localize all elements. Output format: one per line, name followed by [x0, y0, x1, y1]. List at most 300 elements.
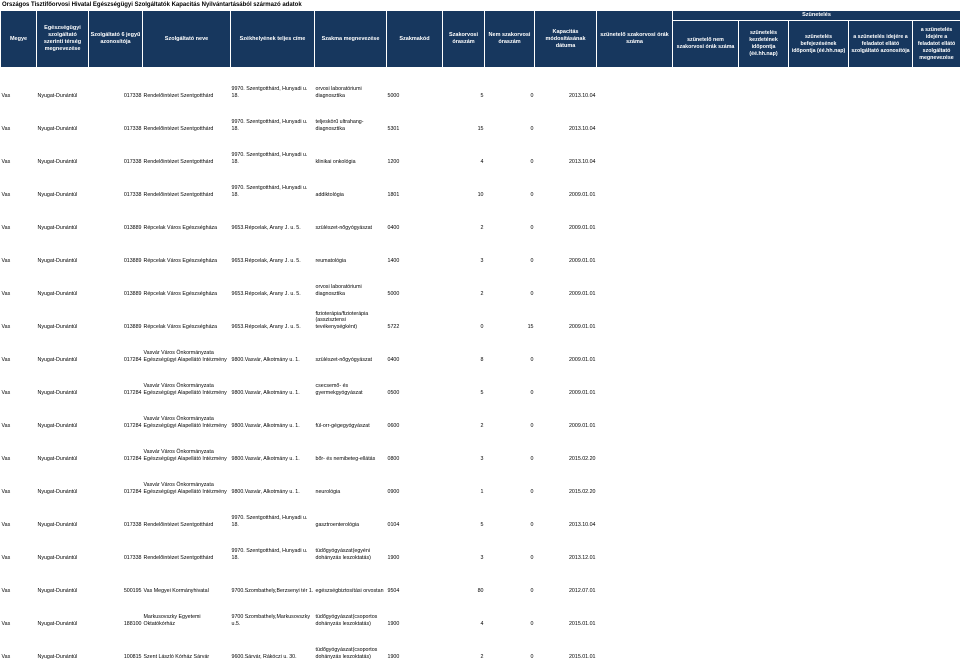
cell-megye: Vas — [1, 596, 37, 629]
cell-szakma: fül-orr-gégegyógyászat — [315, 398, 387, 431]
cell-empty — [739, 200, 789, 233]
cell-empty — [913, 68, 960, 101]
cell-szakorvosi-oraszam: 2 — [443, 629, 485, 662]
table-row[interactable] — [1, 332, 960, 365]
cell-szakma: addiktológia — [315, 167, 387, 200]
cell-szakma: klinikai onkológia — [315, 134, 387, 167]
cell-terseg: Nyugat-Dunántúl — [37, 497, 89, 530]
cell-modositas-datuma: 2009.01.01 — [535, 266, 597, 299]
table-row[interactable] — [1, 200, 960, 233]
cell-azonosito: 013889 — [89, 266, 143, 299]
cell-terseg: Nyugat-Dunántúl — [37, 365, 89, 398]
col-header[interactable]: a szünetelés idejére a feladatot ellátó szolgáltató megnevezése — [913, 21, 960, 68]
cell-szakma: gasztroenterológia — [315, 497, 387, 530]
cell-empty — [789, 629, 849, 662]
cell-szakmakod: 0400 — [387, 332, 443, 365]
cell-empty — [673, 398, 739, 431]
cell-szakorvosi-oraszam: 2 — [443, 200, 485, 233]
cell-empty — [597, 629, 673, 662]
cell-azonosito: 017338 — [89, 530, 143, 563]
cell-szakmakod: 0500 — [387, 365, 443, 398]
cell-terseg: Nyugat-Dunántúl — [37, 101, 89, 134]
cell-szakmakod: 0400 — [387, 200, 443, 233]
table-row[interactable] — [1, 365, 960, 398]
cell-szakorvosi-oraszam: 1 — [443, 464, 485, 497]
cell-cim: 9970. Szentgotthárd, Hunyadi u. 18. — [231, 497, 315, 530]
cell-empty — [913, 200, 960, 233]
cell-szolgaltato-neve: Rendelőintézet Szentgotthárd — [143, 530, 231, 563]
cell-szakma: fizioterápia/fizioterápia (asszisztensi tevékenységként) — [315, 299, 387, 332]
cell-terseg: Nyugat-Dunántúl — [37, 167, 89, 200]
cell-empty — [739, 629, 789, 662]
cell-szakma: tüdőgyógyászat(egyéni dohányzás leszoktatás) — [315, 530, 387, 563]
cell-empty — [673, 332, 739, 365]
cell-megye: Vas — [1, 497, 37, 530]
cell-szakmakod: 5000 — [387, 266, 443, 299]
cell-szakorvosi-oraszam: 80 — [443, 563, 485, 596]
cell-empty — [739, 299, 789, 332]
cell-megye: Vas — [1, 365, 37, 398]
cell-empty — [849, 497, 913, 530]
cell-cim: 9800.Vasvár, Alkotmány u. 1. — [231, 398, 315, 431]
cell-modositas-datuma: 2015.01.01 — [535, 629, 597, 662]
cell-azonosito: 017338 — [89, 497, 143, 530]
cell-szolgaltato-neve: Vasvár Város Önkormányzata Egészségügyi Alapellátó Intézmény — [143, 398, 231, 431]
cell-empty — [673, 299, 739, 332]
cell-empty — [789, 464, 849, 497]
table-row[interactable] — [1, 233, 960, 266]
cell-szakmakod: 0800 — [387, 431, 443, 464]
col-header[interactable]: Szolgáltató neve — [143, 11, 231, 68]
cell-empty — [739, 365, 789, 398]
cell-szakorvosi-oraszam: 4 — [443, 596, 485, 629]
cell-cim: 9970. Szentgotthárd, Hunyadi u. 18. — [231, 101, 315, 134]
cell-empty — [673, 431, 739, 464]
cell-nem-szakorvosi-oraszam: 0 — [485, 101, 535, 134]
cell-empty — [789, 563, 849, 596]
cell-modositas-datuma: 2009.01.01 — [535, 200, 597, 233]
cell-szolgaltato-neve: Répcelak Város Egészségháza — [143, 200, 231, 233]
table-row[interactable] — [1, 266, 960, 299]
cell-szolgaltato-neve: Vasvár Város Önkormányzata Egészségügyi Alapellátó Intézmény — [143, 464, 231, 497]
table-row[interactable] — [1, 167, 960, 200]
cell-empty — [849, 101, 913, 134]
cell-empty — [597, 464, 673, 497]
col-header[interactable]: Szolgáltató 6 jegyű azonosítója — [89, 11, 143, 68]
cell-cim: 9970. Szentgotthárd, Hunyadi u. 18. — [231, 530, 315, 563]
cell-szakorvosi-oraszam: 5 — [443, 68, 485, 101]
cell-modositas-datuma: 2015.02.20 — [535, 431, 597, 464]
cell-empty — [739, 101, 789, 134]
cell-empty — [739, 266, 789, 299]
cell-szakorvosi-oraszam: 3 — [443, 530, 485, 563]
cell-szakmakod: 5722 — [387, 299, 443, 332]
cell-empty — [849, 431, 913, 464]
table-row[interactable] — [1, 68, 960, 101]
cell-szakmakod: 1400 — [387, 233, 443, 266]
cell-szolgaltato-neve: Rendelőintézet Szentgotthárd — [143, 134, 231, 167]
table-row[interactable] — [1, 629, 960, 662]
cell-terseg: Nyugat-Dunántúl — [37, 332, 89, 365]
cell-szakmakod: 1900 — [387, 530, 443, 563]
cell-empty — [789, 596, 849, 629]
cell-empty — [739, 68, 789, 101]
col-header[interactable]: Szakorvosi óraszám — [443, 11, 485, 68]
cell-cim: 9700.Szombathely,Berzsenyi tér 1. — [231, 563, 315, 596]
cell-terseg: Nyugat-Dunántúl — [37, 299, 89, 332]
table-row[interactable] — [1, 563, 960, 596]
cell-empty — [673, 68, 739, 101]
cell-nem-szakorvosi-oraszam: 0 — [485, 200, 535, 233]
cell-modositas-datuma: 2013.10.04 — [535, 68, 597, 101]
cell-modositas-datuma: 2009.01.01 — [535, 167, 597, 200]
cell-empty — [789, 530, 849, 563]
cell-szakma: neurológia — [315, 464, 387, 497]
cell-cim: 9600.Sárvár, Rákóczi u. 30. — [231, 629, 315, 662]
cell-szolgaltato-neve: Szent László Kórház Sárvár — [143, 629, 231, 662]
cell-nem-szakorvosi-oraszam: 0 — [485, 266, 535, 299]
cell-szakorvosi-oraszam: 15 — [443, 101, 485, 134]
table-row[interactable] — [1, 596, 960, 629]
cell-megye: Vas — [1, 266, 37, 299]
cell-megye: Vas — [1, 431, 37, 464]
cell-modositas-datuma: 2012.07.01 — [535, 563, 597, 596]
cell-nem-szakorvosi-oraszam: 0 — [485, 68, 535, 101]
cell-modositas-datuma: 2013.10.04 — [535, 101, 597, 134]
col-header[interactable]: szünetelő szakorvosi órák száma — [597, 11, 673, 68]
cell-szolgaltato-neve: Rendelőintézet Szentgotthárd — [143, 167, 231, 200]
col-header[interactable]: szünetelő nem szakorvosi órák száma — [673, 21, 739, 68]
cell-szakma: teljeskörű ultrahang-diagnosztika — [315, 101, 387, 134]
cell-empty — [597, 332, 673, 365]
cell-modositas-datuma: 2009.01.01 — [535, 299, 597, 332]
cell-empty — [913, 233, 960, 266]
cell-empty — [913, 134, 960, 167]
cell-szakmakod: 0104 — [387, 497, 443, 530]
table-body — [1, 68, 960, 662]
cell-empty — [789, 266, 849, 299]
cell-nem-szakorvosi-oraszam: 0 — [485, 497, 535, 530]
table-row[interactable] — [1, 134, 960, 167]
cell-empty — [849, 563, 913, 596]
cell-empty — [739, 464, 789, 497]
cell-szolgaltato-neve: Répcelak Város Egészségháza — [143, 233, 231, 266]
cell-szakorvosi-oraszam: 5 — [443, 497, 485, 530]
cell-empty — [913, 266, 960, 299]
cell-szakmakod: 0600 — [387, 398, 443, 431]
cell-empty — [597, 398, 673, 431]
cell-nem-szakorvosi-oraszam: 0 — [485, 629, 535, 662]
cell-megye: Vas — [1, 68, 37, 101]
cell-nem-szakorvosi-oraszam: 0 — [485, 398, 535, 431]
cell-empty — [673, 167, 739, 200]
cell-azonosito: 013889 — [89, 233, 143, 266]
cell-terseg: Nyugat-Dunántúl — [37, 398, 89, 431]
cell-megye: Vas — [1, 332, 37, 365]
cell-szakma: szülészet-nőgyógyászat — [315, 200, 387, 233]
cell-szakmakod: 1900 — [387, 596, 443, 629]
cell-empty — [849, 167, 913, 200]
cell-szolgaltato-neve: Rendelőintézet Szentgotthárd — [143, 101, 231, 134]
cell-szolgaltato-neve: Vasvár Város Önkormányzata Egészségügyi Alapellátó Intézmény — [143, 365, 231, 398]
cell-empty — [789, 101, 849, 134]
cell-cim: 9653.Répcelak, Arany J. u. 5. — [231, 299, 315, 332]
cell-empty — [739, 332, 789, 365]
cell-empty — [849, 299, 913, 332]
cell-szakma: orvosi laboratóriumi diagnosztika — [315, 68, 387, 101]
cell-cim: 9653.Répcelak, Arany J. u. 5. — [231, 266, 315, 299]
cell-azonosito: 100815 — [89, 629, 143, 662]
cell-empty — [913, 629, 960, 662]
cell-szakma: bőr- és nemibeteg-ellátás — [315, 431, 387, 464]
cell-empty — [849, 233, 913, 266]
cell-nem-szakorvosi-oraszam: 15 — [485, 299, 535, 332]
cell-empty — [597, 266, 673, 299]
cell-empty — [789, 365, 849, 398]
cell-empty — [849, 398, 913, 431]
cell-empty — [673, 134, 739, 167]
cell-megye: Vas — [1, 530, 37, 563]
cell-empty — [913, 497, 960, 530]
cell-empty — [739, 530, 789, 563]
cell-empty — [597, 497, 673, 530]
cell-empty — [849, 596, 913, 629]
cell-szakorvosi-oraszam: 0 — [443, 299, 485, 332]
cell-szakma: orvosi laboratóriumi diagnosztika — [315, 266, 387, 299]
cell-megye: Vas — [1, 233, 37, 266]
cell-nem-szakorvosi-oraszam: 0 — [485, 233, 535, 266]
cell-szolgaltato-neve: Markusovszky Egyetemi Oktatókórház — [143, 596, 231, 629]
cell-modositas-datuma: 2013.12.01 — [535, 530, 597, 563]
col-header[interactable]: szünetelés befejezésének időpontja (éé.hh.nap) — [789, 21, 849, 68]
cell-megye: Vas — [1, 398, 37, 431]
cell-empty — [913, 563, 960, 596]
cell-empty — [597, 233, 673, 266]
cell-nem-szakorvosi-oraszam: 0 — [485, 563, 535, 596]
cell-szolgaltato-neve: Répcelak Város Egészségháza — [143, 266, 231, 299]
cell-empty — [597, 596, 673, 629]
cell-azonosito: 017284 — [89, 431, 143, 464]
cell-megye: Vas — [1, 134, 37, 167]
cell-szakorvosi-oraszam: 10 — [443, 167, 485, 200]
cell-empty — [739, 431, 789, 464]
cell-empty — [673, 101, 739, 134]
cell-szakmakod: 1200 — [387, 134, 443, 167]
table-row[interactable] — [1, 299, 960, 332]
cell-megye: Vas — [1, 200, 37, 233]
cell-empty — [597, 431, 673, 464]
cell-szakma: reumatológia — [315, 233, 387, 266]
cell-empty — [739, 233, 789, 266]
table-row[interactable] — [1, 431, 960, 464]
cell-modositas-datuma: 2009.01.01 — [535, 332, 597, 365]
cell-empty — [739, 596, 789, 629]
cell-empty — [789, 233, 849, 266]
cell-nem-szakorvosi-oraszam: 0 — [485, 596, 535, 629]
cell-empty — [913, 332, 960, 365]
cell-empty — [673, 596, 739, 629]
cell-terseg: Nyugat-Dunántúl — [37, 563, 89, 596]
cell-empty — [739, 398, 789, 431]
col-header[interactable]: Szakma megnevezése — [315, 11, 387, 68]
cell-empty — [849, 464, 913, 497]
cell-empty — [789, 431, 849, 464]
cell-modositas-datuma: 2015.02.20 — [535, 464, 597, 497]
cell-empty — [597, 68, 673, 101]
cell-empty — [739, 563, 789, 596]
table-row[interactable] — [1, 497, 960, 530]
cell-terseg: Nyugat-Dunántúl — [37, 233, 89, 266]
cell-megye: Vas — [1, 563, 37, 596]
cell-empty — [673, 464, 739, 497]
cell-empty — [789, 497, 849, 530]
cell-cim: 9970. Szentgotthárd, Hunyadi u. 18. — [231, 167, 315, 200]
cell-nem-szakorvosi-oraszam: 0 — [485, 134, 535, 167]
cell-azonosito: 500195 — [89, 563, 143, 596]
cell-empty — [913, 596, 960, 629]
cell-szolgaltato-neve: Vasvár Város Önkormányzata Egészségügyi Alapellátó Intézmény — [143, 431, 231, 464]
cell-empty — [597, 563, 673, 596]
cell-empty — [597, 134, 673, 167]
col-header[interactable]: Nem szakorvosi óraszám — [485, 11, 535, 68]
cell-empty — [913, 167, 960, 200]
cell-megye: Vas — [1, 629, 37, 662]
col-header[interactable]: Egészségügyi szolgáltató szerinti térség megnevezése — [37, 11, 89, 68]
group-header-szuneteles: Szünetelés — [673, 11, 960, 21]
cell-empty — [597, 167, 673, 200]
cell-empty — [849, 200, 913, 233]
cell-szolgaltato-neve: Vasvár Város Önkormányzata Egészségügyi Alapellátó Intézmény — [143, 332, 231, 365]
cell-empty — [789, 299, 849, 332]
cell-empty — [849, 134, 913, 167]
cell-megye: Vas — [1, 299, 37, 332]
cell-szakorvosi-oraszam: 2 — [443, 266, 485, 299]
cell-szakma: tüdőgyógyászat(csoportos dohányzás leszoktatás) — [315, 629, 387, 662]
cell-empty — [597, 299, 673, 332]
cell-cim: 9800.Vasvár, Alkotmány u. 1. — [231, 332, 315, 365]
cell-szakma: csecsemő- és gyermekgyógyászat — [315, 365, 387, 398]
cell-empty — [913, 299, 960, 332]
cell-cim: 9653.Répcelak, Arany J. u. 5. — [231, 200, 315, 233]
cell-empty — [913, 530, 960, 563]
cell-azonosito: 188100 — [89, 596, 143, 629]
cell-cim: 9800.Vasvár, Alkotmány u. 1. — [231, 431, 315, 464]
cell-szolgaltato-neve: Répcelak Város Egészségháza — [143, 299, 231, 332]
cell-szakorvosi-oraszam: 8 — [443, 332, 485, 365]
cell-modositas-datuma: 2013.10.04 — [535, 134, 597, 167]
cell-modositas-datuma: 2009.01.01 — [535, 398, 597, 431]
col-header[interactable]: Szakmakód — [387, 11, 443, 68]
cell-azonosito: 017284 — [89, 464, 143, 497]
cell-nem-szakorvosi-oraszam: 0 — [485, 332, 535, 365]
cell-nem-szakorvosi-oraszam: 0 — [485, 530, 535, 563]
cell-szakmakod: 1801 — [387, 167, 443, 200]
cell-szakmakod: 5000 — [387, 68, 443, 101]
cell-szakorvosi-oraszam: 5 — [443, 365, 485, 398]
cell-cim: 9970. Szentgotthárd, Hunyadi u. 18. — [231, 134, 315, 167]
cell-szolgaltato-neve: Rendelőintézet Szentgotthárd — [143, 497, 231, 530]
document-title: Országos Tisztifőorvosi Hivatal Egészségügyi Szolgáltatók Kapacitás Nyilvántartásából származó adatok — [0, 0, 960, 10]
cell-empty — [849, 332, 913, 365]
cell-szakorvosi-oraszam: 3 — [443, 431, 485, 464]
cell-empty — [739, 497, 789, 530]
cell-empty — [913, 398, 960, 431]
cell-modositas-datuma: 2009.01.01 — [535, 365, 597, 398]
col-header[interactable]: szünetelés kezdetének időpontja (éé.hh.nap) — [739, 21, 789, 68]
col-header[interactable]: a szünetelés idejére a feladatot ellátó szolgáltató azonosítója — [849, 21, 913, 68]
cell-empty — [849, 530, 913, 563]
cell-terseg: Nyugat-Dunántúl — [37, 629, 89, 662]
cell-azonosito: 017338 — [89, 134, 143, 167]
cell-terseg: Nyugat-Dunántúl — [37, 68, 89, 101]
cell-szakmakod: 5301 — [387, 101, 443, 134]
cell-modositas-datuma: 2009.01.01 — [535, 233, 597, 266]
cell-empty — [789, 398, 849, 431]
table-row[interactable] — [1, 398, 960, 431]
cell-szakorvosi-oraszam: 3 — [443, 233, 485, 266]
cell-nem-szakorvosi-oraszam: 0 — [485, 431, 535, 464]
cell-cim: 9970. Szentgotthárd, Hunyadi u. 18. — [231, 68, 315, 101]
cell-empty — [673, 530, 739, 563]
cell-empty — [673, 200, 739, 233]
cell-azonosito: 017284 — [89, 332, 143, 365]
cell-azonosito: 017338 — [89, 101, 143, 134]
cell-empty — [913, 464, 960, 497]
cell-empty — [849, 266, 913, 299]
cell-cim: 9700 Szombathely,Markusovszky u.5. — [231, 596, 315, 629]
cell-terseg: Nyugat-Dunántúl — [37, 134, 89, 167]
cell-azonosito: 013889 — [89, 200, 143, 233]
cell-szakmakod: 1900 — [387, 629, 443, 662]
col-header[interactable]: Kapacitás módosításának dátuma — [535, 11, 597, 68]
cell-szakmakod: 0900 — [387, 464, 443, 497]
cell-empty — [673, 233, 739, 266]
cell-terseg: Nyugat-Dunántúl — [37, 464, 89, 497]
cell-cim: 9800.Vasvár, Alkotmány u. 1. — [231, 365, 315, 398]
table-row[interactable] — [1, 464, 960, 497]
cell-cim: 9800.Vasvár, Alkotmány u. 1. — [231, 464, 315, 497]
cell-szakma: tüdőgyógyászat(csoportos dohányzás leszoktatás) — [315, 596, 387, 629]
cell-szolgaltato-neve: Rendelőintézet Szentgotthárd — [143, 68, 231, 101]
cell-empty — [597, 101, 673, 134]
cell-empty — [789, 68, 849, 101]
cell-cim: 9653.Répcelak, Arany J. u. 5. — [231, 233, 315, 266]
col-header[interactable]: Székhelyének teljes címe — [231, 11, 315, 68]
table-row[interactable] — [1, 101, 960, 134]
cell-empty — [913, 365, 960, 398]
cell-terseg: Nyugat-Dunántúl — [37, 530, 89, 563]
cell-empty — [789, 134, 849, 167]
cell-terseg: Nyugat-Dunántúl — [37, 596, 89, 629]
cell-nem-szakorvosi-oraszam: 0 — [485, 167, 535, 200]
cell-szakorvosi-oraszam: 4 — [443, 134, 485, 167]
cell-empty — [913, 101, 960, 134]
cell-empty — [849, 629, 913, 662]
cell-szolgaltato-neve: Vas Megyei Kormányhivatal — [143, 563, 231, 596]
cell-terseg: Nyugat-Dunántúl — [37, 266, 89, 299]
cell-nem-szakorvosi-oraszam: 0 — [485, 365, 535, 398]
col-header[interactable]: Megye — [1, 11, 37, 68]
cell-modositas-datuma: 2015.01.01 — [535, 596, 597, 629]
cell-empty — [739, 167, 789, 200]
cell-szakma: egészségbiztosítási orvostan — [315, 563, 387, 596]
cell-azonosito: 017338 — [89, 167, 143, 200]
cell-empty — [673, 365, 739, 398]
cell-terseg: Nyugat-Dunántúl — [37, 431, 89, 464]
cell-empty — [597, 365, 673, 398]
cell-szakorvosi-oraszam: 2 — [443, 398, 485, 431]
table-row[interactable] — [1, 530, 960, 563]
